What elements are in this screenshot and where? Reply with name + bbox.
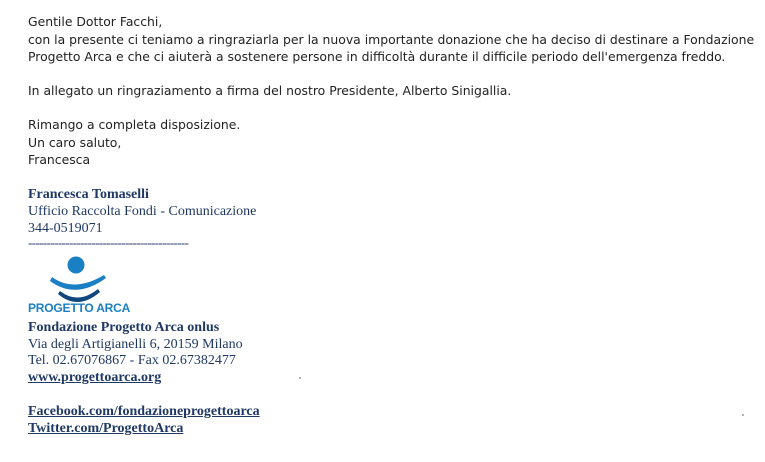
closing-name: Francesca [28, 152, 91, 167]
arca-figure-icon [28, 253, 132, 303]
scan-speck [299, 377, 301, 379]
signature-phone: 344-0519071 [28, 221, 103, 236]
website-link[interactable]: www.progettoarca.org [28, 370, 162, 385]
scan-speck [742, 414, 744, 416]
paragraph-1-line-1: con la presente ci teniamo a ringraziarla per la nuova importante donazione che ha deciso di destinare a Fondazione [28, 32, 755, 47]
paragraph-2: In allegato un ringraziamento a firma del nostro Presidente, Alberto Sinigallia. [28, 83, 512, 98]
closing-line-2: Un caro saluto, [28, 135, 122, 150]
greeting: Gentile Dottor Facchi, [28, 14, 163, 29]
organization-tel-fax: Tel. 02.67076867 - Fax 02.67382477 [28, 353, 236, 368]
closing-line-1: Rimango a completa disposizione. [28, 117, 241, 132]
logo-text: PROGETTO ARCA [28, 301, 131, 315]
organization-address: Via degli Artigianelli 6, 20159 Milano [28, 337, 243, 352]
signature-name: Francesca Tomaselli [28, 187, 149, 202]
signature-department: Ufficio Raccolta Fondi - Comunicazione [28, 204, 257, 219]
facebook-link[interactable]: Facebook.com/fondazioneprogettoarca [28, 404, 260, 419]
progetto-arca-logo [28, 253, 132, 317]
organization-name: Fondazione Progetto Arca onlus [28, 320, 220, 335]
twitter-link[interactable]: Twitter.com/ProgettoArca [28, 421, 184, 436]
paragraph-1-line-2: Progetto Arca e che ci aiuterà a sostenere persone in difficoltà durante il difficile periodo dell'emergenza freddo. [28, 49, 726, 64]
signature-separator: ------------------------------------------- [28, 235, 189, 250]
